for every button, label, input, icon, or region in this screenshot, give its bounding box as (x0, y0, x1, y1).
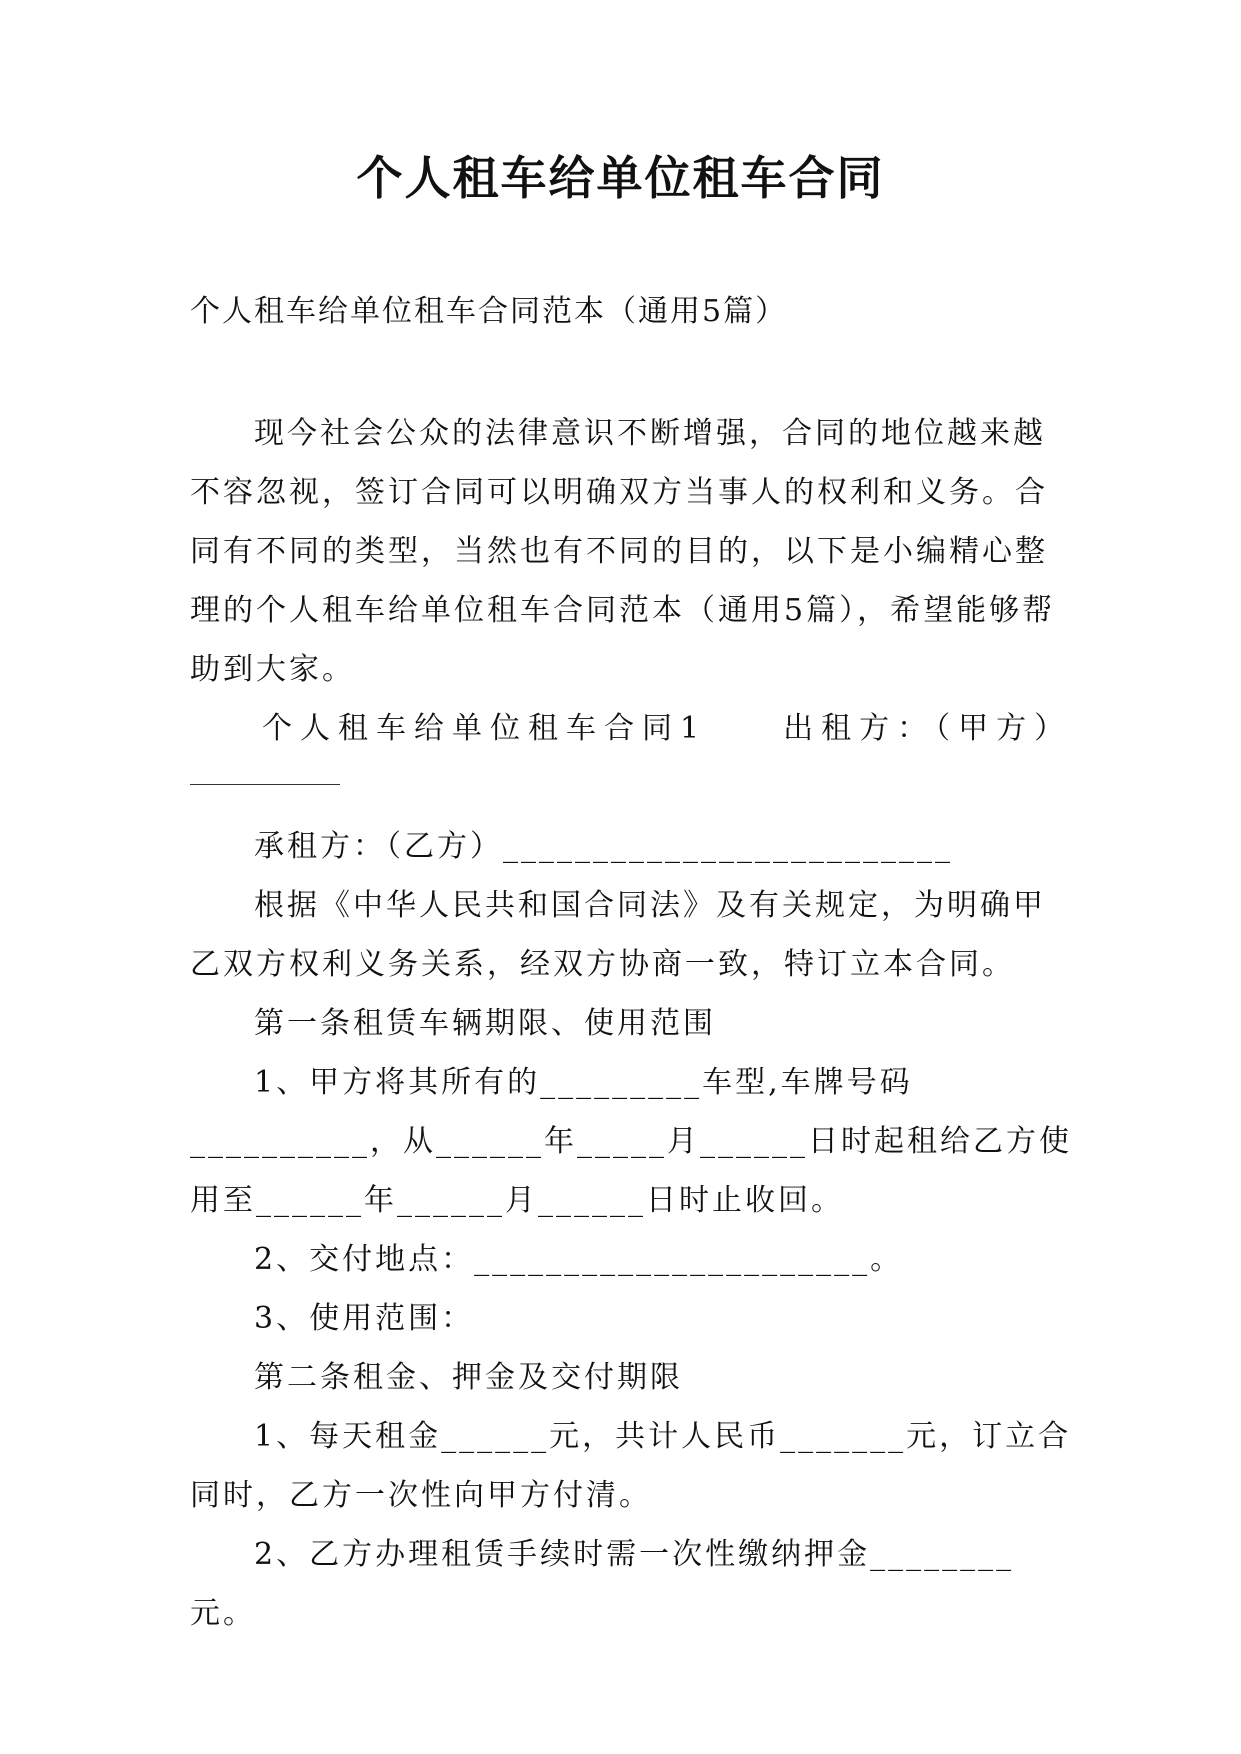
document-subtitle: 个人租车给单位租车合同范本（通用5篇） (190, 294, 788, 329)
article-1-item-2: 2、交付地点：______________________。 (254, 1242, 904, 1277)
article-2-item-1: 1、每天租金______元，共计人民币_______元，订立合同时，乙方一次性向甲方付清。 (190, 1419, 1072, 1513)
article-1-item-1: 1、甲方将其所有的_________车型,车牌号码__________，从______年_____月______日时起租给乙方使用至______年______月______日时止收回。 (190, 1065, 1072, 1218)
lessor-blank-line (190, 784, 340, 785)
article-1-item-3: 3、使用范围： (254, 1301, 475, 1336)
basis-paragraph: 根据《中华人民共和国合同法》及有关规定，为明确甲乙双方权利义务关系，经双方协商一致，特订立本合同。 (190, 888, 1046, 982)
document-title: 个人租车给单位租车合同 (356, 151, 885, 205)
lessee-paragraph: 承租方：（乙方）_________________________ (254, 829, 953, 864)
intro-paragraph: 现今社会公众的法律意识不断增强，合同的地位越来越不容忽视，签订合同可以明确双方当事人的权利和义务。合同有不同的类型，当然也有不同的目的，以下是小编精心整理的个人租车给单位租车合同范本（通用5篇），希望能够帮助到大家。 (190, 416, 1056, 687)
document-body (190, 404, 1074, 1643)
contract-heading: 个人租车给单位租车合同1 出租方：（甲方） (262, 711, 1073, 746)
article-2-heading: 第二条租金、押金及交付期限 (254, 1360, 683, 1395)
article-2-item-2: 2、乙方办理租赁手续时需一次性缴纳押金________元。 (190, 1537, 1015, 1631)
article-1-heading: 第一条租赁车辆期限、使用范围 (254, 1006, 716, 1041)
